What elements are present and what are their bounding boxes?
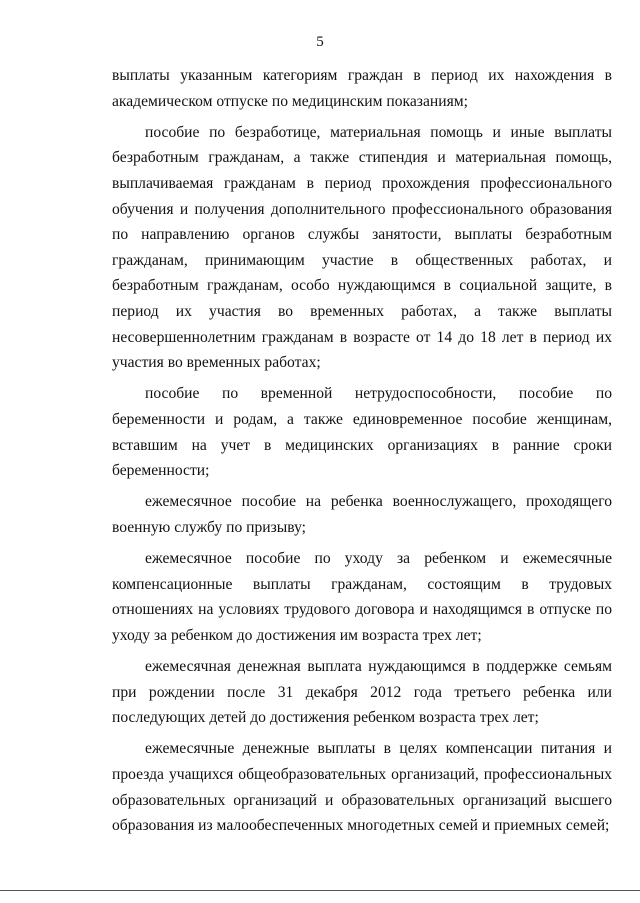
paragraph-3: пособие по временной нетрудоспособности, пособие по беременности и родам, а также единовременное пособие женщинам, вставшим на учет в медицинских организациях в ранние сроки беременности; <box>112 385 612 480</box>
paragraph-7: ежемесячные денежные выплаты в целях компенсации питания и проезда учащихся общеобразовательных организаций, профессиональных образовательных организаций и образовательных организаций высшего образования из малообеспеченных многодетных семей и приемных семей; <box>112 740 612 835</box>
page-number: 5 <box>316 34 324 50</box>
page-bottom-edge <box>0 890 640 891</box>
paragraph-4: ежемесячное пособие на ребенка военнослужащего, проходящего военную службу по призыву; <box>112 493 612 536</box>
paragraph-6: ежемесячная денежная выплата нуждающимся в поддержке семьям при рождении после 31 декабря 2012 года третьего ребенка или последующих детей до достижения ребенком возраста трех лет; <box>112 658 612 727</box>
paragraph-2: пособие по безработице, материальная помощь и иные выплаты безработным гражданам, а также стипендия и материальная помощь, выплачиваемая гражданам в период прохождения профессионального обучения и получения дополнительного профессионального образования по направлению органов службы занятости, выплаты безработным гражданам, принимающим участие в общественных работах, и безработным гражданам, особо нуждающимся в социальной защите, в период их участия во временных работах, а также выплаты несовершеннолетним гражданам в возрасте от 14 до 18 лет в период их участия во временных работах; <box>112 123 612 372</box>
paragraph-1: выплаты указанным категориям граждан в период их нахождения в академическом отпуске по медицинским показаниям; <box>112 67 612 110</box>
paragraph-5: ежемесячное пособие по уходу за ребенком и ежемесячные компенсационные выплаты гражданам, состоящим в трудовых отношениях на условиях трудового договора и находящимся в отпуске по уходу за ребенком до достижения им возраста трех лет; <box>112 550 612 644</box>
document-body <box>112 63 612 844</box>
